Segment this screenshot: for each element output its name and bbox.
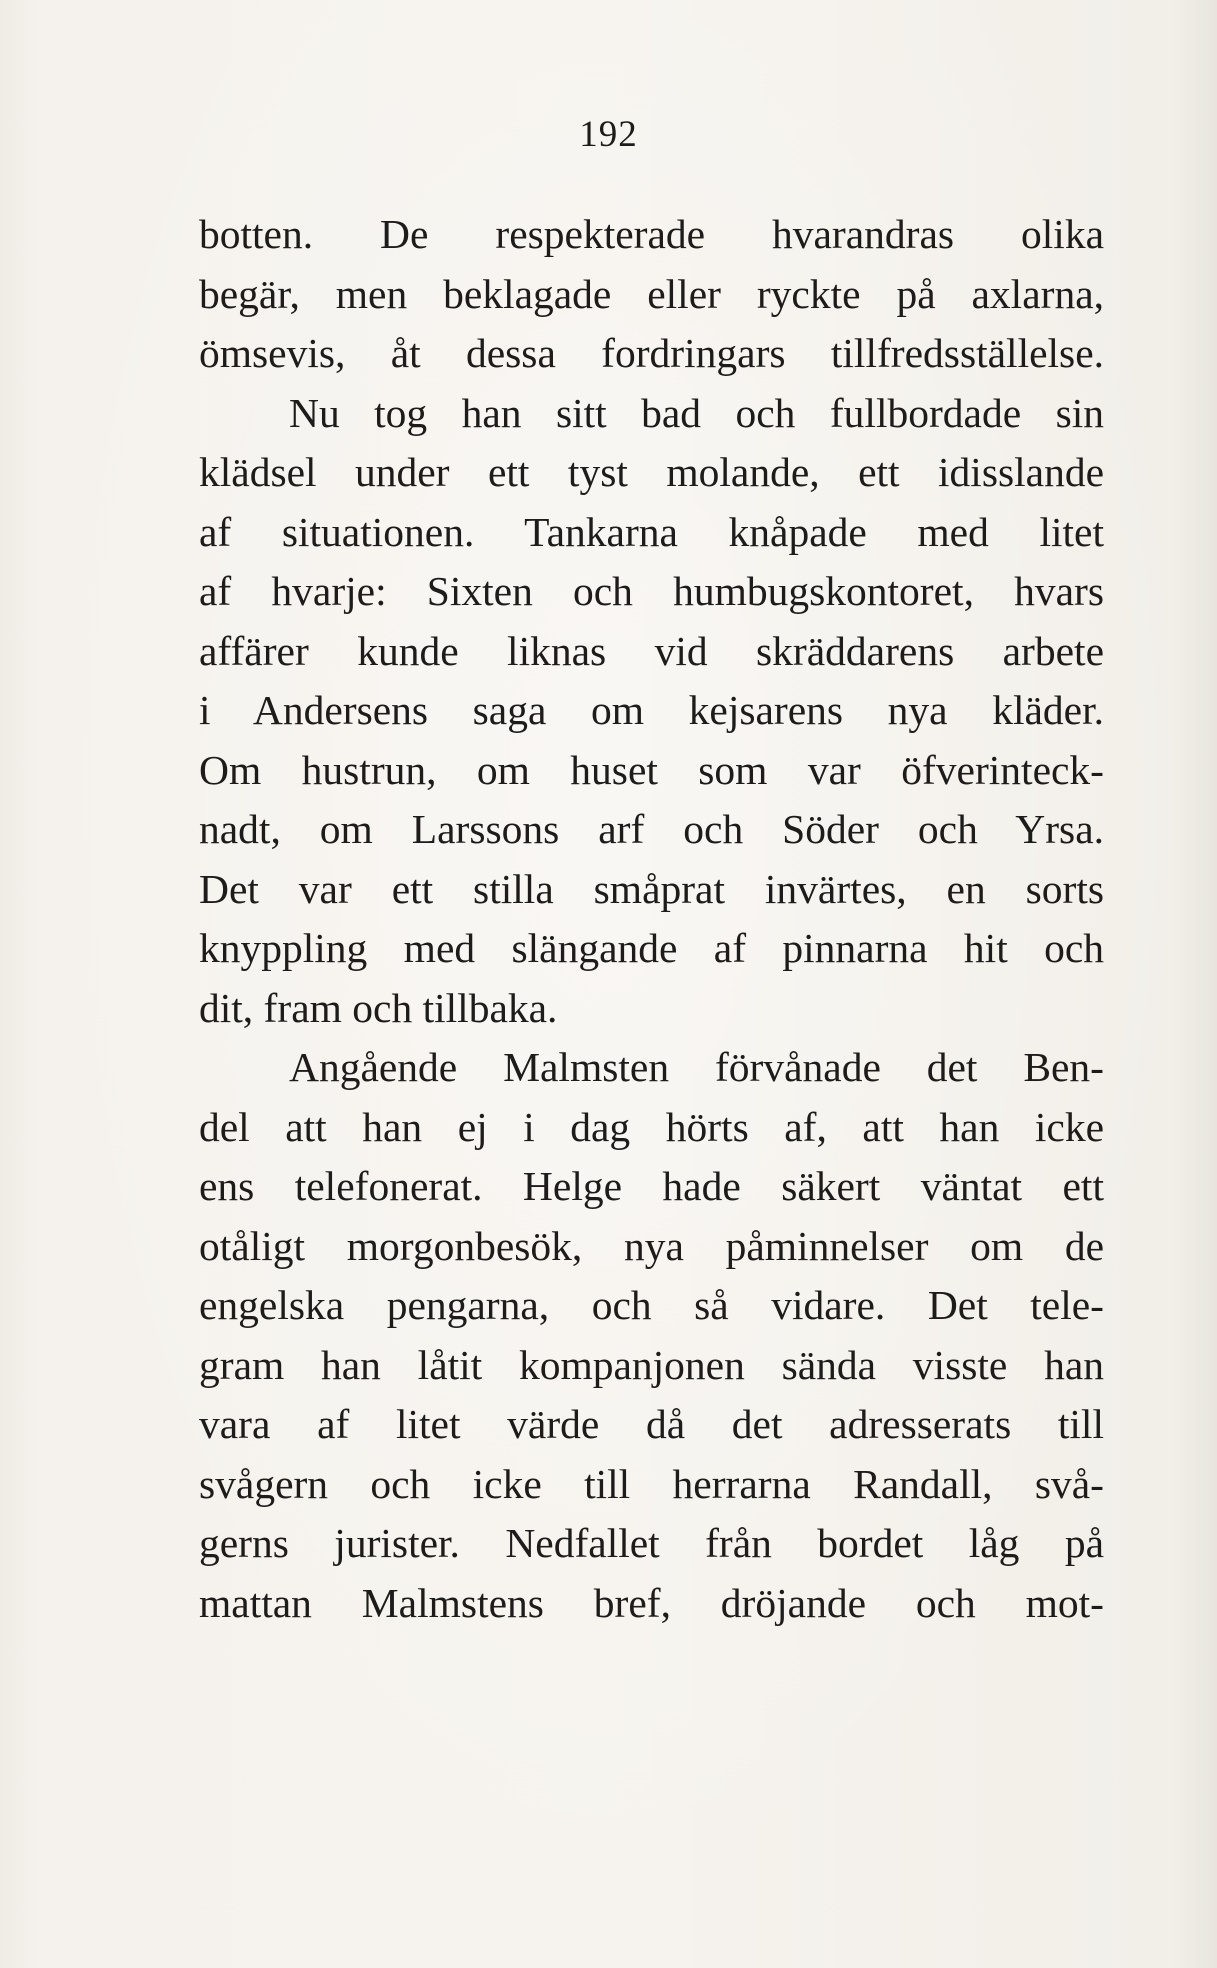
text-line: nadt, om Larssons arf och Söder och Yrsa. — [199, 806, 1104, 852]
text-line: begär, men beklagade eller ryckte på axlarna, — [199, 270, 1104, 317]
text-line: klädsel under ett tyst molande, ett idisslande — [199, 449, 1104, 495]
text-line: ens telefonerat. Helge hade säkert väntat ett — [199, 1163, 1104, 1209]
page-number: 192 — [579, 114, 638, 155]
text-line: affärer kunde liknas vid skräddarens arbete — [199, 627, 1104, 674]
text-line: i Andersens saga om kejsarens nya kläder. — [199, 687, 1104, 733]
text-line: knyppling med slängande af pinnarna hit och — [199, 925, 1104, 971]
paragraph-start-line: Angående Malmsten förvånade det Ben- — [289, 1044, 1104, 1090]
text-line: af hvarje: Sixten och humbugskontoret, hvars — [199, 568, 1104, 614]
text-line: af situationen. Tankarna knåpade med litet — [199, 508, 1104, 555]
text-line: Om hustrun, om huset som var öfverinteck- — [199, 746, 1104, 793]
text-line: otåligt morgonbesök, nya påminnelser om de — [199, 1222, 1104, 1269]
body-text — [199, 205, 1104, 1633]
paragraph-start-line: Nu tog han sitt bad och fullbordade sin — [289, 389, 1104, 436]
text-line: mattan Malmstens bref, dröjande och mot- — [199, 1579, 1104, 1626]
text-line: svågern och icke till herrarna Randall, svå- — [199, 1460, 1104, 1507]
text-line: gerns jurister. Nedfallet från bordet låg på — [199, 1520, 1104, 1566]
text-line: Det var ett stilla småprat invärtes, en sorts — [199, 865, 1104, 912]
text-line: botten. De respekterade hvarandras olika — [199, 211, 1104, 257]
text-line: engelska pengarna, och så vidare. Det tele- — [199, 1282, 1104, 1328]
text-line: gram han låtit kompanjonen sända visste han — [199, 1341, 1104, 1388]
paragraph-end-line: dit, fram och tillbaka. — [199, 984, 558, 1031]
text-line: del att han ej i dag hörts af, att han icke — [199, 1103, 1104, 1150]
text-line: vara af litet värde då det adresserats till — [199, 1401, 1104, 1447]
text-line: ömsevis, åt dessa fordringars tillfredsställelse. — [199, 330, 1104, 376]
